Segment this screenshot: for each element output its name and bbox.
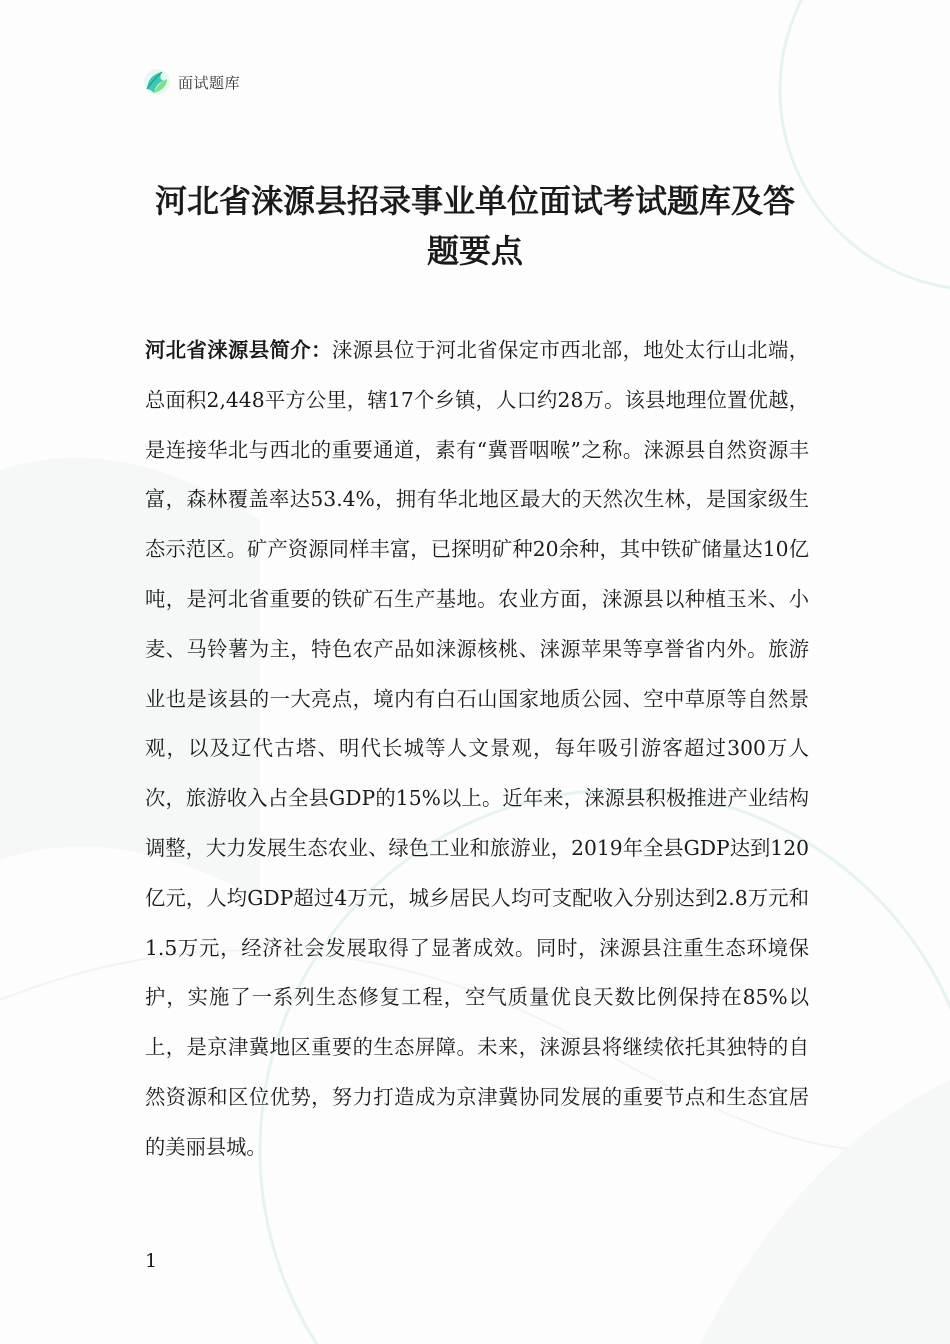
intro-text: 涞源县位于河北省保定市西北部，地处太行山北端，总面积2,448平方公里，辖17个乡镇，人口约28万。该县地理位置优越，是连接华北与西北的重要通道，素有“冀晋咽喉”之称。涞源县自然资源丰富，森林覆盖率达53.4%，拥有华北地区最大的天然次生林，是国家级生态示范区。矿产资源同样丰富，已探明矿种20余种，其中铁矿储量达10亿吨，是河北省重要的铁矿石生产基地。农业方面，涞源县以种植玉米、小麦、马铃薯为主，特色农产品如涞源核桃、涞源苹果等享誉省内外。旅游业也是该县的一大亮点，境内有白石山国家地质公园、空中草原等自然景观，以及辽代古塔、明代长城等人文景观，每年吸引游客超过300万人次，旅游收入占全县GDP的15%以上。近年来，涞源县积极推进产业结构调整，大力发展生态农业、绿色工业和旅游业，2019年全县GDP达到120亿元，人均GDP超过4万元，城乡居民人均可支配收入分别达到2.8万元和1.5万元，经济社会发展取得了显著成效。同时，涞源县注重生态环境保护，实施了一系列生态修复工程，空气质量优良天数比例保持在85%以上，是京津冀地区重要的生态屏障。未来，涞源县将继续依托其独特的自然资源和区位优势，努力打造成为京津冀协同发展的重要节点和生态宜居的美丽县城。 (145, 338, 809, 1159)
header (142, 66, 240, 98)
page-number: 1 (145, 1250, 158, 1272)
logo-leaf-icon (142, 67, 172, 97)
intro-label: 河北省涞源县简介： (145, 338, 332, 362)
brand-name: 面试题库 (178, 73, 241, 92)
document-title: 河北省涞源县招录事业单位面试考试题库及答题要点 (154, 182, 795, 270)
intro-paragraph (145, 326, 809, 1173)
